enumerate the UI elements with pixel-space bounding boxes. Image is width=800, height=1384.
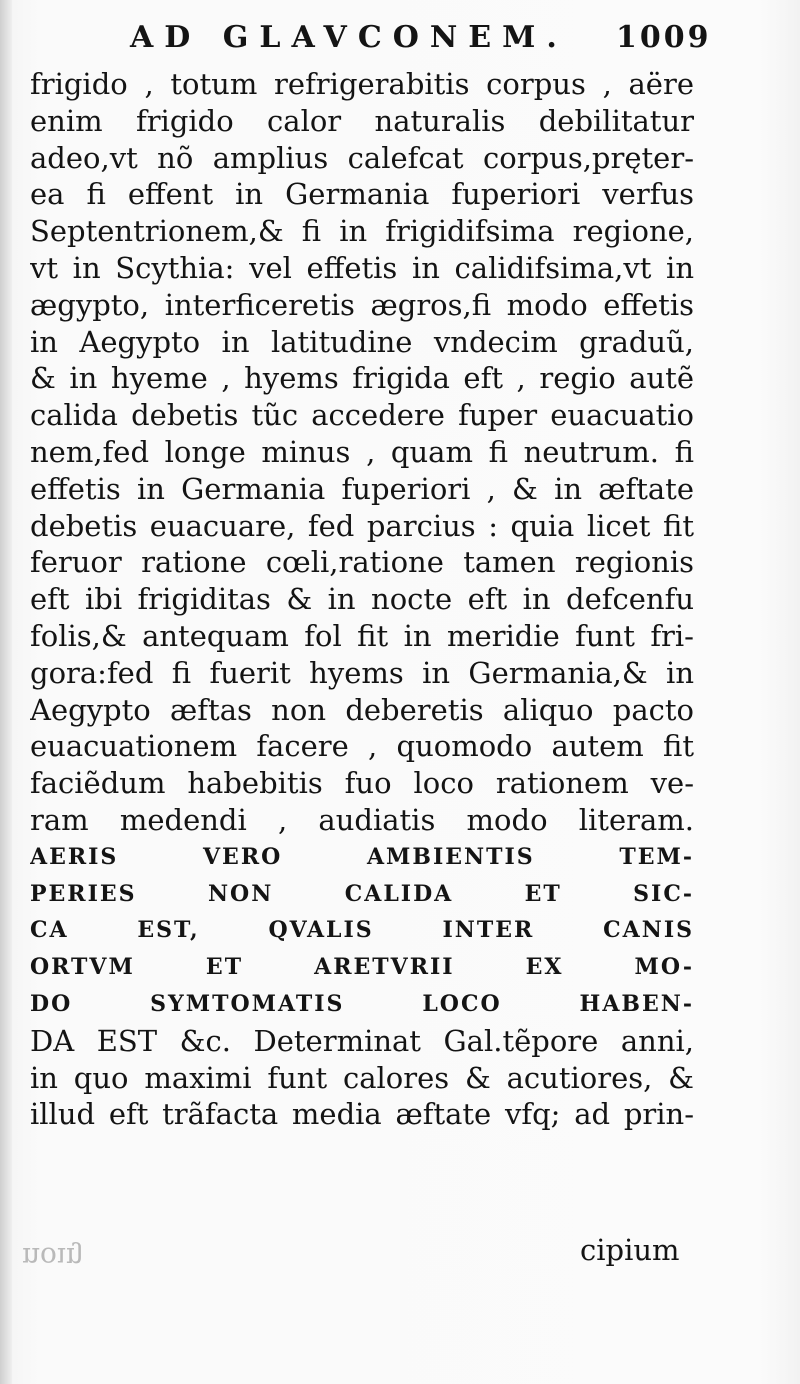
text-line: folis,& antequam fol fit in meridie funt fri- <box>30 618 694 653</box>
text-line: in Aegypto in latitudine vndecim graduũ, <box>30 324 694 359</box>
text-line: debetis euacuare, fed parcius : quia licet fit <box>30 508 694 543</box>
small-caps-line: PERIES NON CALIDA ET SIC- <box>30 880 694 907</box>
text-line: DA EST &c. Determinat Gal.tẽpore anni, <box>30 1023 694 1058</box>
text-line: faciẽdum habebitis fuo loco rationem ve- <box>30 766 694 801</box>
text-line: vt in Scythia: vel effetis in calidifsima,vt in <box>30 250 694 285</box>
text-line: Aegypto æftas non deberetis aliquo pacto <box>30 692 694 727</box>
small-caps-line: AERIS VERO AMBIENTIS TEM- <box>30 843 694 870</box>
text-line: ægypto, interficeretis ægros,fi modo effetis <box>30 287 694 322</box>
page-number: 1009 <box>616 20 712 55</box>
text-line: effetis in Germania fuperiori , & in æftate <box>30 471 694 506</box>
text-line: frigido , totum refrigerabitis corpus , aëre <box>30 67 694 101</box>
page-gutter-shadow <box>0 0 12 1384</box>
text-line: illud eft trãfacta media æftate vfq; ad prin- <box>30 1097 694 1132</box>
text-line: calida debetis tũc accedere fuper euacuatio <box>30 398 694 433</box>
text-line: ram medendi , audiatis modo literam. <box>30 802 694 837</box>
text-line: gora:fed fi fuerit hyems in Germania,& in <box>30 655 694 690</box>
body-text <box>30 66 694 1133</box>
small-caps-line: DO SYMTOMATIS LOCO HABEN- <box>30 990 694 1017</box>
running-title: AD GLAVCONEM. <box>130 20 568 55</box>
text-line: ea fi effent in Germania fuperiori verfus <box>30 177 694 212</box>
text-line: eft ibi frigiditas & in nocte eft in defcenfu <box>30 582 694 617</box>
text-line: Septentrionem,& fi in frigidifsima regione, <box>30 214 694 249</box>
text-line: feruor ratione cœli,ratione tamen regionis <box>30 545 694 580</box>
small-caps-line: ORTVM ET ARETVRII EX MO- <box>30 954 694 981</box>
text-line: in quo maximi funt calores & acutiores, & <box>30 1060 694 1095</box>
small-caps-line: CA EST, QVALIS INTER CANIS <box>30 917 694 944</box>
text-line: enim frigido calor naturalis debilitatur <box>30 103 694 138</box>
text-line: nem,fed longe minus , quam fi neutrum. fi <box>30 434 694 469</box>
text-line: & in hyeme , hyems frigida eft , regio autẽ <box>30 361 694 396</box>
text-line: euacuationem facere , quomodo autem fit <box>30 729 694 764</box>
catchword: cipium <box>580 1233 680 1267</box>
text-line: adeo,vt nõ amplius calefcat corpus,pręter- <box>30 140 694 175</box>
bleed-through-text: noıŋ <box>22 1241 84 1274</box>
